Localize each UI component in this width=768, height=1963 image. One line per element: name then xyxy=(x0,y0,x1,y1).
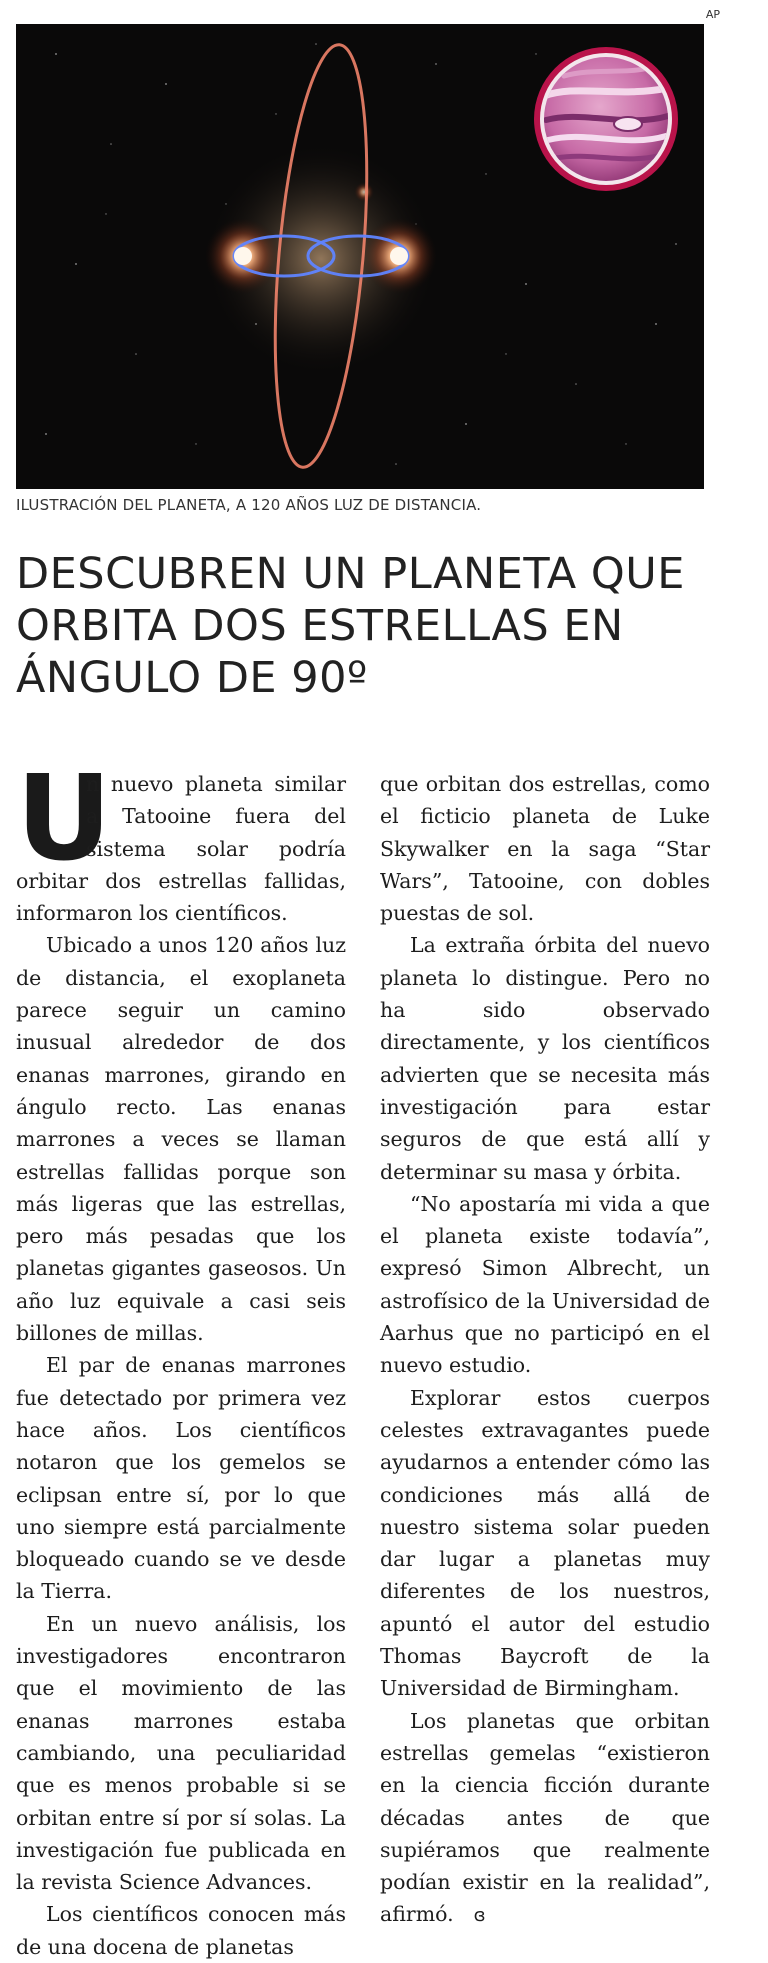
article-column-1 xyxy=(16,749,346,1963)
article-paragraph: El par de enanas marrones fue detectado por primera vez hace años. Los científicos notaron que los gemelos se eclipsan entre sí, por lo que uno siempre está parcialmente bloqueado cuando se ve desde la Tierra. xyxy=(16,1353,346,1604)
drop-cap: U xyxy=(16,749,112,887)
photo-caption: ILUSTRACIÓN DEL PLANETA, A 120 AÑOS LUZ DE DISTANCIA. xyxy=(16,496,482,514)
orbit-illustration-graphic xyxy=(16,24,704,489)
article-paragraph: Explorar estos cuerpos celestes extravagantes puede ayudarnos a entender cómo las condiciones más allá de nuestro sistema solar pueden dar lugar a planetas muy diferentes de los nuestros, apuntó el autor del estudio Thomas Baycroft de la Universidad de Birmingham. xyxy=(380,1385,710,1701)
lead-text: n nuevo planeta similar a Tatooine fuera del sistema solar podría orbitar dos estrellas fallidas, informaron los científicos. xyxy=(16,772,346,926)
article-paragraph xyxy=(380,1705,710,1933)
article-paragraph xyxy=(16,749,346,929)
end-of-article-icon: ɞ xyxy=(473,1905,486,1927)
article-paragraph: “No apostaría mi vida a que el planeta existe todavía”, expresó Simon Albrecht, un astrofísico de la Universidad de Aarhus que no participó en el nuevo estudio. xyxy=(380,1191,710,1378)
article-paragraph: que orbitan dos estrellas, como el ficticio planeta de Luke Skywalker en la saga “Star Wars”, Tatooine, con dobles puestas de sol. xyxy=(380,772,710,926)
photo-credit: AP xyxy=(705,8,720,21)
headline: DESCUBREN UN PLANETA QUE ORBITA DOS ESTRELLAS EN ÁNGULO DE 90º xyxy=(16,549,685,703)
planet-illustration xyxy=(16,24,704,489)
closing-text: Los planetas que orbitan estrellas gemelas “existieron en la ciencia ficción durante décadas antes de que supiéramos que realmente podían existir en la realidad”, afirmó. xyxy=(380,1708,710,1927)
article-paragraph: La extraña órbita del nuevo planeta lo distingue. Pero no ha sido observado directamente, y los científicos advierten que se necesita más investigación para estar seguros de que está allí y determinar su masa y órbita. xyxy=(380,933,710,1184)
article-paragraph: Los científicos conocen más de una docena de planetas xyxy=(16,1902,346,1959)
article-paragraph: Ubicado a unos 120 años luz de distancia, el exoplaneta parece seguir un camino inusual alrededor de dos enanas marrones, girando en ángulo recto. Las enanas marrones a veces se llaman estrellas fallidas porque son más ligeras que las estrellas, pero más pesadas que los planetas gigantes gaseosos. Un año luz equivale a casi seis billones de millas. xyxy=(16,933,346,1346)
article-column-2 xyxy=(380,768,710,1933)
article-paragraph: En un nuevo análisis, los investigadores encontraron que el movimiento de las enanas marrones estaba cambiando, una peculiaridad que es menos probable si se orbitan entre sí por sí solas. La investigación fue publicada en la revista Science Advances. xyxy=(16,1611,346,1895)
